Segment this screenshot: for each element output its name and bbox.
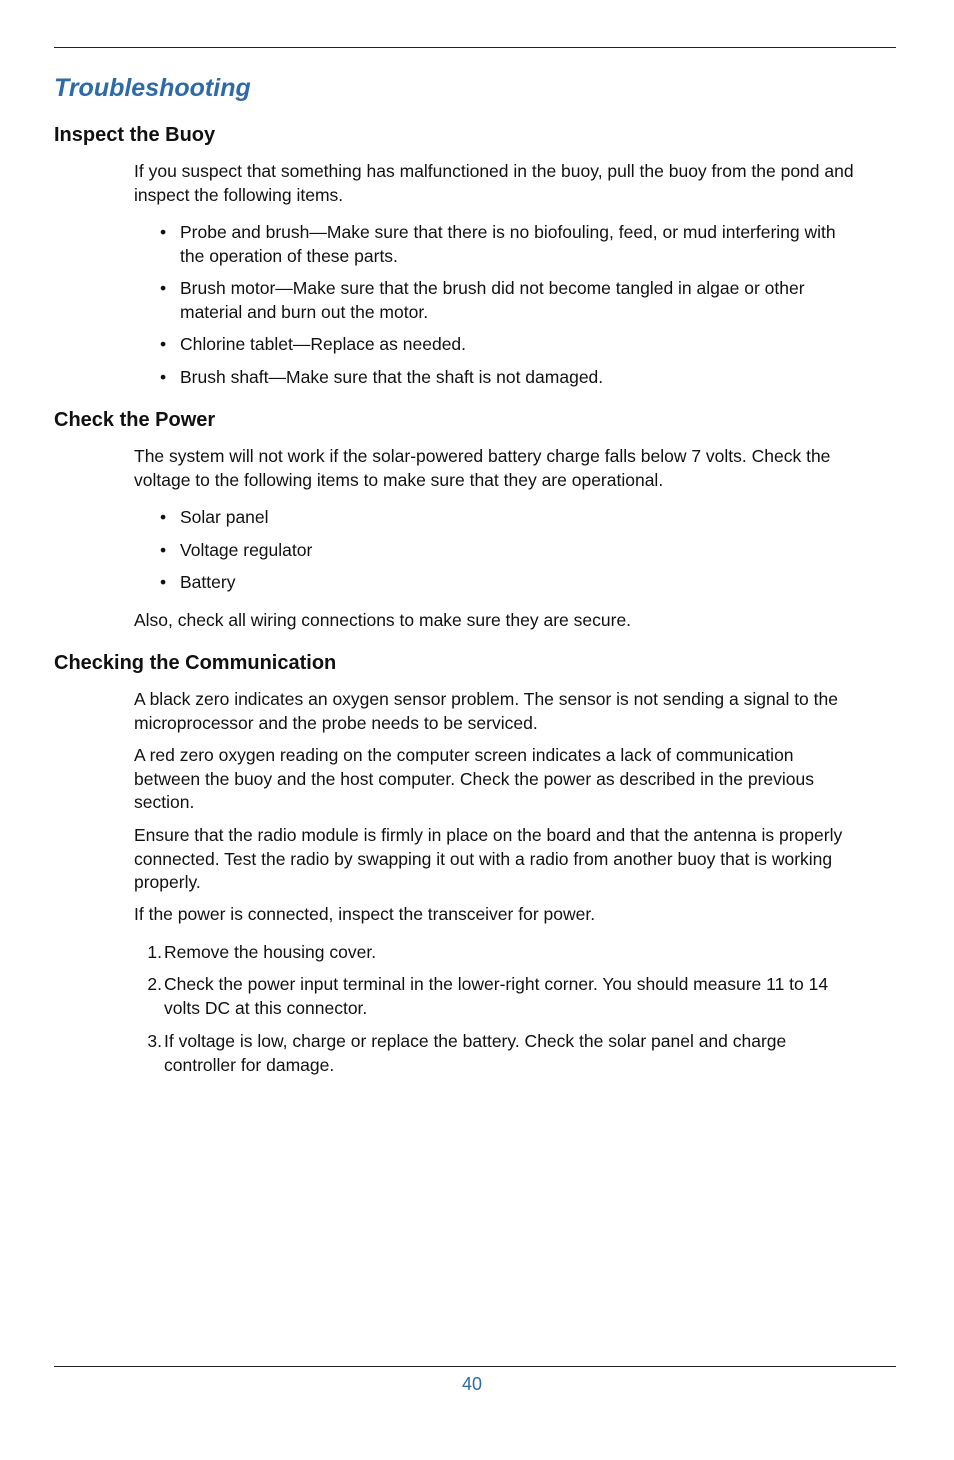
bullet-text: Brush motor—Make sure that the brush did not become tangled in algae or other material and burn out the motor. [180,278,805,322]
check-power-intro: The system will not work if the solar-powered battery charge falls below 7 volts. Check the voltage to the following items to make sure that they are operational. [134,446,831,490]
numbered-step [134,941,860,965]
step-number: 3. [147,1031,162,1051]
communication-paragraph: A black zero indicates an oxygen sensor problem. The sensor is not sending a signal to the microprocessor and the probe needs to be serviced. [134,689,838,733]
list-item [160,506,860,530]
bullet-text: Battery [180,572,236,592]
list-item [160,221,860,268]
list-item [160,366,860,390]
bullet-text: Solar panel [180,507,269,527]
communication-paragraph: If the power is connected, inspect the transceiver for power. [134,904,596,924]
step-text: Remove the housing cover. [164,942,377,962]
bullet-text: Chlorine tablet—Replace as needed. [180,334,467,354]
inspect-buoy-intro: If you suspect that something has malfunctioned in the buoy, pull the buoy from the pond and inspect the following items. [134,161,854,205]
communication-paragraph: Ensure that the radio module is firmly in place on the board and that the antenna is properly connected. Test the radio by swapping it out with a radio from another buoy that is working properly. [134,825,843,892]
bullet-text: Brush shaft—Make sure that the shaft is not damaged. [180,367,604,387]
bullet-icon: • [160,507,167,527]
bullet-icon: • [160,572,167,592]
header-rule [54,47,896,48]
list-item [160,539,860,563]
heading-check-power: Check the Power [54,409,216,431]
step-text: Check the power input terminal in the lower-right corner. You should measure 11 to 14 volts DC at this connector. [164,974,829,1018]
heading-inspect-buoy: Inspect the Buoy [54,124,216,146]
bullet-icon: • [160,367,167,387]
list-item [160,571,860,595]
step-number: 2. [147,974,162,994]
check-power-outro: Also, check all wiring connections to make sure they are secure. [134,610,632,630]
step-number: 1. [147,942,162,962]
bullet-icon: • [160,540,167,560]
bullet-icon: • [160,334,167,354]
bullet-icon: • [160,222,167,242]
heading-checking-communication: Checking the Communication [54,652,337,674]
numbered-step [134,1030,860,1077]
bullet-text: Probe and brush—Make sure that there is no biofouling, feed, or mud interfering with the operation of these parts. [180,222,836,266]
page-number: 40 [461,1374,483,1394]
page-title: Troubleshooting [54,74,251,102]
footer-rule [54,1366,896,1367]
step-text: If voltage is low, charge or replace the battery. Check the solar panel and charge controller for damage. [164,1031,787,1075]
numbered-step [134,973,860,1020]
bullet-icon: • [160,278,167,298]
communication-paragraph: A red zero oxygen reading on the computer screen indicates a lack of communication between the buoy and the host computer. Check the power as described in the previous section. [134,745,815,812]
list-item [160,277,860,324]
list-item [160,333,860,357]
bullet-text: Voltage regulator [180,540,313,560]
